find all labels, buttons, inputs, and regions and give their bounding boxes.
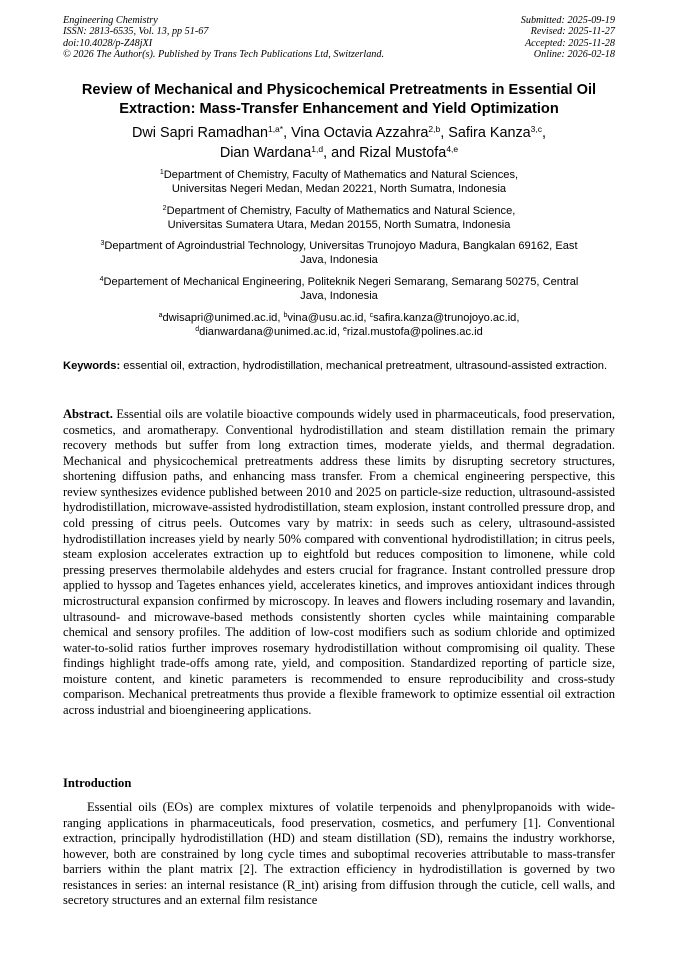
keywords-section xyxy=(63,359,615,373)
author-name: Dwi Sapri Ramadhan xyxy=(131,125,268,141)
affiliation-mark: 4 xyxy=(99,276,104,283)
affiliation-4 xyxy=(63,275,615,304)
email-link[interactable]: vina@usu.ac.id, xyxy=(287,312,370,324)
affiliation-line: Department of Agroindustrial Technology, Universitas Trunojoyo Madura, Bangkalan 69162, East xyxy=(104,240,578,252)
author-affiliation-mark: 1,d xyxy=(311,143,324,154)
date-submitted: Submitted: 2025-09-19 xyxy=(520,15,615,26)
affiliation-2 xyxy=(63,204,615,233)
affiliation-mark: 3 xyxy=(100,240,105,247)
affiliation-line: Java, Indonesia xyxy=(300,254,378,267)
author-separator: , and xyxy=(323,144,360,161)
introduction-heading: Introduction xyxy=(63,776,132,790)
journal-info xyxy=(63,15,384,61)
affiliation-1 xyxy=(63,168,615,197)
email-link[interactable]: safira.kanza@trunojoyo.ac.id, xyxy=(373,312,520,324)
affiliation-3 xyxy=(63,239,615,268)
journal-copyright: © 2026 The Author(s). Published by Trans Tech Publications Ltd, Switzerland. xyxy=(63,49,385,61)
introduction-paragraph: Essential oils (EOs) are complex mixtures of volatile terpenoids and phenylpropanoids with wide-ranging applications in pharmaceuticals, food preservation, cosmetics, and perfumery [1]. Conventional extraction, principally hydrodistillation (HD) and steam distillation (SD), remains the industry workhorse, however, both are constrained by long cycle times and suboptimal recoveries attributable to mass-transfer barriers within the plant matrix [2]. The extraction efficiency in hydrodistillation is governed by two resistances in series: an internal resistance (R_int) arising from diffusion through the cuticle, cell walls, and secretory structures and an external film resistance xyxy=(63,800,615,908)
email-mark: d xyxy=(195,326,200,334)
email-mark: c xyxy=(369,312,374,319)
author-separator: , xyxy=(542,125,546,141)
affiliation-line: Universitas Negeri Medan, Medan 20221, North Sumatra, Indonesia xyxy=(171,183,507,196)
author-name: Safira Kanza xyxy=(448,125,531,141)
email-mark: e xyxy=(343,326,347,334)
abstract-section xyxy=(63,407,615,719)
date-online: Online: 2026-02-18 xyxy=(533,49,615,61)
email-mark: b xyxy=(283,312,288,319)
publication-dates xyxy=(521,15,615,61)
author-name: Rizal Mustofa xyxy=(359,144,447,161)
date-revised: Revised: 2025-11-27 xyxy=(530,26,615,38)
author-affiliation-mark: 3,c xyxy=(530,124,542,134)
date-accepted: Accepted: 2025-11-28 xyxy=(524,37,615,49)
journal-issn: ISSN: 2813-6535, Vol. 13, pp 51-67 xyxy=(63,26,209,38)
affiliation-line: Department of Chemistry, Faculty of Mathematics and Natural Science, xyxy=(166,205,516,217)
keywords-label: Keywords: xyxy=(63,360,121,372)
author-emails xyxy=(63,311,615,340)
affiliation-mark: 2 xyxy=(162,205,167,212)
affiliation-line: Departement of Mechanical Engineering, Politeknik Negeri Semarang, Semarang 50275, Central xyxy=(103,276,579,288)
author-affiliation-mark: 4,e xyxy=(446,143,459,154)
affiliation-line: Department of Chemistry, Faculty of Mathematics and Natural Sciences, xyxy=(163,169,519,181)
author-separator: , xyxy=(283,125,292,141)
affiliation-line: Universitas Sumatera Utara, Medan 20155, North Sumatra, Indonesia xyxy=(167,219,511,232)
email-link[interactable]: rizal.mustofa@polines.ac.id xyxy=(346,326,483,339)
author-affiliation-mark: 2,b xyxy=(428,124,441,134)
email-mark: a xyxy=(158,312,163,319)
author-name: Vina Octavia Azzahra xyxy=(291,125,429,141)
affiliation-line: Java, Indonesia xyxy=(300,290,378,303)
abstract-text: Essential oils are volatile bioactive compounds widely used in pharmaceuticals, food preservation, cosmetics, and aromatherapy. Conventional hydrodistillation and steam distillation remain the primary recovery methods but suffer from long extraction times, moderate yields, and thermal degradation. Mechanical and physicochemical pretreatments address these limits by disrupting secretory structures, shortening diffusion paths, and enhancing mass transfer. From a chemical engineering perspective, this review synthesizes evidence published between 2010 and 2025 on particle-size reduction, ultrasound-assisted hydrodistillation, microwave-assisted hydrodistillation, steam explosion, instant controlled pressure drop, and cold pressing of citrus peels. Outcomes vary by matrix: in seeds such as celery, ultrasound-assisted hydrodistillation increases yield by nearly 50% compared with conventional hydrodistillation; in citrus peels, steam explosion accelerates extraction up to eightfold but reduces composition to limonene, while cold pressing preserves thermolabile aldehydes and esters crucial for fragrance. Instant controlled pressure drop applied to hyssop and Tagetes enhances yield, accelerates kinetics, and improves antioxidant indices through microstructural expansion confirmed by microscopy. In leaves and flowers including rosemary and lavandin, ultrasound- and microwave-based methods consistently shorten cycles while maintaining comparable chemical and sensory profiles. The addition of low-cost modifiers such as sodium chloride and optimized water-to-solid ratios further improves rosemary hydrodistillation without compromising oil quality. These findings highlight trade-offs among rate, yield, and composition. Standardized reporting of particle size, moisture content, and kinetic parameters is recommended to ensure reproducibility and cross-study comparison. Mechanical pretreatments thus provide a flexible framework to optimize essential oil extraction across industrial and bioengineering applications. xyxy=(63,407,615,717)
author-name: Dian Wardana xyxy=(219,144,312,161)
author-list xyxy=(63,124,615,163)
abstract-label: Abstract. xyxy=(63,407,113,421)
paper-title: Review of Mechanical and Physicochemical Pretreatments in Essential Oil Extraction: Mass-Transfer Enhancement and Yield Optimization xyxy=(81,82,597,117)
keywords-text: essential oil, extraction, hydrodistillation, mechanical pretreatment, ultrasound-assisted extraction. xyxy=(120,360,608,372)
email-link[interactable]: dianwardana@unimed.ac.id, xyxy=(199,326,344,339)
journal-doi[interactable]: doi:10.4028/p-Z48jXI xyxy=(63,37,153,49)
author-separator: , xyxy=(440,125,449,141)
journal-name: Engineering Chemistry xyxy=(63,15,158,26)
email-link[interactable]: dwisapri@unimed.ac.id, xyxy=(162,312,284,324)
author-affiliation-mark: 1,a* xyxy=(267,124,284,134)
affiliation-mark: 1 xyxy=(159,169,164,176)
